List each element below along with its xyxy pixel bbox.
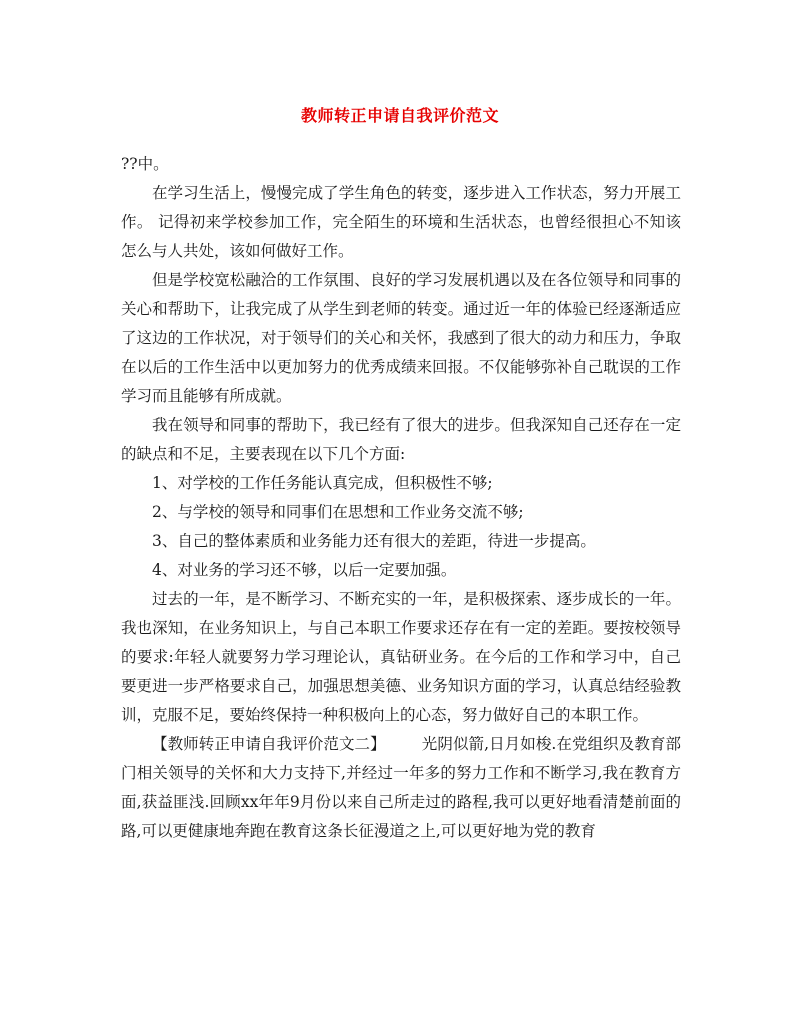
paragraph: 在学习生活上，慢慢完成了学生角色的转变，逐步进入工作状态，努力开展工作。 记得初来学校参加工作，完全陌生的环境和生活状态，也曾经很担心不知该怎么与人共处，该如何做好工作。 (121, 184, 681, 260)
section-heading: 【教师转正申请自我评价范文二】 (152, 735, 386, 753)
document-title: 教师转正申请自我评价范文 (300, 106, 499, 125)
section-paragraph (121, 730, 681, 846)
section-text: 光阴似箭,日月如梭.在党组织及教育部门相关领导的关怀和大力支持下,并经过一年多的努力工作和不断学习,我在教育方面,获益匪浅.回顾xx年年9月份以来自己所走过的路程,我可以更好地看清楚前面的路,可以更健康地奔跑在教育这条长征漫道之上,可以更好地为党的教育 (121, 735, 681, 840)
paragraph: 过去的一年，是不断学习、不断充实的一年，是积极探索、逐步成长的一年。我也深知，在业务知识上，与自己本职工作要求还存在有一定的差距。要按校领导的要求:年轻人就要努力学习理论认，真钻研业务。在今后的工作和学习中，自己要更进一步严格要求自己，加强思想美德、业务知识方面的学习，认真总结经验教训，克服不足，要始终保持一种积极向上的心态，努力做好自己的本职工作。 (121, 590, 681, 724)
paragraph: 我在领导和同事的帮助下，我已经有了很大的进步。但我深知自己还存在一定的缺点和不足，主要表现在以下几个方面: (121, 416, 681, 463)
document-body (121, 150, 681, 846)
list-item: 3、自己的整体素质和业务能力还有很大的差距，待进一步提高。 (152, 532, 596, 550)
list-item: 2、与学校的领导和同事们在思想和工作业务交流不够; (152, 503, 524, 521)
paragraph: 但是学校宽松融洽的工作氛围、良好的学习发展机遇以及在各位领导和同事的关心和帮助下，让我完成了从学生到老师的转变。通过近一年的体验已经逐渐适应了这边的工作状况，对于领导们的关心和关怀，我感到了很大的动力和压力，争取在以后的工作生活中以更加努力的优秀成绩来回报。不仅能够弥补自己耽误的工作学习而且能够有所成就。 (121, 271, 681, 405)
list-item: 1、对学校的工作任务能认真完成，但积极性不够; (152, 474, 493, 492)
paragraph-fragment: ??中。 (121, 155, 169, 173)
list-item: 4、对业务的学习还不够，以后一定要加强。 (152, 561, 457, 579)
